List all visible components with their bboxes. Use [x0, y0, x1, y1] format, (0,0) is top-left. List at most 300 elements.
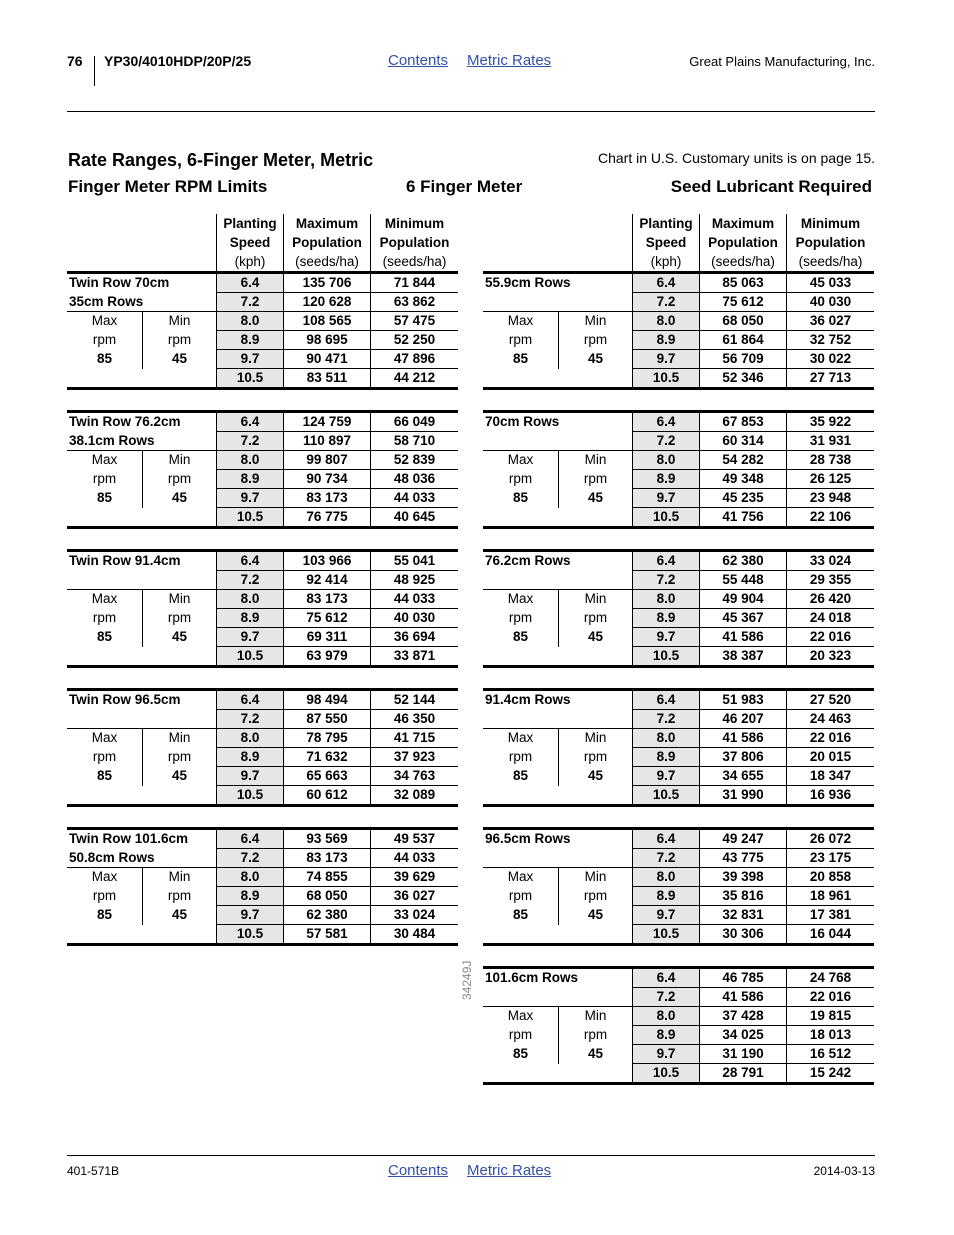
max-population-cell: 62 380 — [699, 552, 786, 571]
table-row — [67, 331, 458, 350]
min-population-cell: 41 715 — [370, 729, 458, 748]
max-rpm-cell: rpm — [92, 749, 117, 764]
speed-cell: 10.5 — [216, 925, 283, 944]
speed-header — [632, 214, 699, 271]
page-number: 76 — [67, 53, 83, 69]
speed-cell: 10.5 — [216, 369, 283, 388]
min-population-cell: 52 144 — [370, 691, 458, 710]
left-rate-table — [67, 214, 458, 966]
speed-cell: 10.5 — [632, 647, 699, 666]
speed-cell: 10.5 — [632, 1064, 699, 1083]
min-rpm-cell: rpm — [558, 609, 632, 628]
min-rpm-cell: Min — [142, 312, 216, 331]
max-population-cell: 120 628 — [283, 293, 370, 312]
row-spacing-group — [67, 410, 458, 529]
max-population-header — [699, 214, 786, 271]
max-population-cell: 67 853 — [699, 413, 786, 432]
document-number: 401-571B — [67, 1164, 120, 1178]
min-population-cell: 33 024 — [786, 552, 874, 571]
blank-cell — [142, 925, 216, 944]
speed-cell: 10.5 — [632, 369, 699, 388]
speed-cell: 7.2 — [216, 293, 283, 312]
speed-cell: 7.2 — [216, 849, 283, 868]
max-population-cell: 61 864 — [699, 331, 786, 350]
speed-cell: 7.2 — [632, 293, 699, 312]
lubricant-heading: Seed Lubricant Required — [670, 177, 872, 196]
row-spacing-subname: 50.8cm Rows — [67, 849, 216, 868]
table-row — [483, 925, 874, 944]
table-row — [67, 887, 458, 906]
max-rpm-cell: 85 — [512, 490, 529, 505]
table-row — [67, 508, 458, 527]
max-rpm-cell: rpm — [508, 610, 533, 625]
row-spacing-group — [67, 271, 458, 390]
speed-cell: 6.4 — [216, 274, 283, 293]
speed-cell: 10.5 — [216, 508, 283, 527]
table-row — [483, 691, 874, 710]
max-population-cell: 45 235 — [699, 489, 786, 508]
max-rpm-cell: rpm — [508, 471, 533, 486]
speed-cell: 8.9 — [632, 887, 699, 906]
row-spacing-name: Twin Row 70cm — [69, 275, 170, 290]
max-population-cell: 41 756 — [699, 508, 786, 527]
blank-cell — [558, 925, 632, 944]
max-rpm-cell: rpm — [508, 1027, 533, 1042]
table-row — [483, 906, 874, 925]
max-rpm-cell: 85 — [96, 629, 113, 644]
min-population-cell: 18 961 — [786, 887, 874, 906]
min-population-cell: 24 018 — [786, 609, 874, 628]
speed-cell: 8.0 — [632, 868, 699, 887]
min-population-cell: 26 125 — [786, 470, 874, 489]
table-row — [483, 710, 874, 729]
speed-cell: 9.7 — [632, 628, 699, 647]
min-population-cell: 22 016 — [786, 729, 874, 748]
header-rule — [67, 111, 875, 112]
max-population-cell: 38 387 — [699, 647, 786, 666]
table-row — [483, 432, 874, 451]
max-population-cell: 46 785 — [699, 969, 786, 988]
max-header-line1: Maximum — [711, 216, 775, 231]
blank-cell — [142, 647, 216, 666]
max-population-cell: 78 795 — [283, 729, 370, 748]
min-population-cell: 17 381 — [786, 906, 874, 925]
row-spacing-name: 55.9cm Rows — [485, 275, 571, 290]
table-row — [67, 312, 458, 331]
min-population-cell: 20 858 — [786, 868, 874, 887]
speed-cell: 7.2 — [632, 432, 699, 451]
table-row — [483, 508, 874, 527]
min-unit: (seeds/ha) — [798, 254, 863, 269]
min-population-cell: 24 463 — [786, 710, 874, 729]
max-rpm-cell: Max — [91, 869, 118, 884]
max-population-cell: 83 173 — [283, 849, 370, 868]
min-population-cell: 66 049 — [370, 413, 458, 432]
header-divider — [94, 56, 95, 86]
min-population-cell: 55 041 — [370, 552, 458, 571]
min-population-cell: 16 936 — [786, 786, 874, 805]
speed-cell: 6.4 — [216, 830, 283, 849]
speed-unit: (kph) — [234, 254, 266, 269]
max-rpm-cell: Max — [507, 1008, 534, 1023]
table-row — [67, 786, 458, 805]
row-spacing-name: Twin Row 101.6cm — [69, 831, 189, 846]
speed-cell: 8.0 — [632, 1007, 699, 1026]
min-population-cell: 58 710 — [370, 432, 458, 451]
max-population-cell: 68 050 — [699, 312, 786, 331]
footer-rule — [67, 1155, 875, 1156]
max-population-cell: 65 663 — [283, 767, 370, 786]
max-population-cell: 90 734 — [283, 470, 370, 489]
table-row — [67, 710, 458, 729]
min-rpm-cell: rpm — [558, 331, 632, 350]
table-row — [483, 767, 874, 786]
speed-cell: 7.2 — [632, 571, 699, 590]
speed-cell: 8.9 — [216, 470, 283, 489]
rpm-limits-heading: Finger Meter RPM Limits — [68, 177, 268, 196]
table-row — [483, 552, 874, 571]
max-rpm-cell: Max — [507, 452, 534, 467]
min-population-cell: 27 713 — [786, 369, 874, 388]
min-population-cell: 40 030 — [786, 293, 874, 312]
min-population-cell: 27 520 — [786, 691, 874, 710]
table-row — [483, 729, 874, 748]
max-population-cell: 124 759 — [283, 413, 370, 432]
speed-cell: 10.5 — [216, 647, 283, 666]
min-rpm-cell: Min — [142, 451, 216, 470]
min-rpm-cell: Min — [142, 729, 216, 748]
max-population-cell: 60 314 — [699, 432, 786, 451]
table-row — [483, 312, 874, 331]
min-population-cell: 63 862 — [370, 293, 458, 312]
max-population-cell: 98 494 — [283, 691, 370, 710]
table-row — [67, 830, 458, 849]
min-population-cell: 23 948 — [786, 489, 874, 508]
row-spacing-subname — [483, 988, 632, 1007]
metric-rates-link[interactable]: Metric Rates — [467, 52, 552, 69]
max-population-cell: 60 612 — [283, 786, 370, 805]
min-population-cell: 33 871 — [370, 647, 458, 666]
blank-cell — [558, 508, 632, 527]
table-row — [67, 868, 458, 887]
min-population-cell: 16 044 — [786, 925, 874, 944]
min-population-cell: 31 931 — [786, 432, 874, 451]
min-population-cell: 24 768 — [786, 969, 874, 988]
table-row — [483, 1007, 874, 1026]
speed-cell: 8.9 — [216, 609, 283, 628]
blank-cell — [558, 1064, 632, 1083]
min-population-cell: 32 752 — [786, 331, 874, 350]
speed-cell: 6.4 — [632, 969, 699, 988]
table-row — [67, 571, 458, 590]
max-rpm-cell: rpm — [92, 471, 117, 486]
row-spacing-name: 91.4cm Rows — [485, 692, 571, 707]
min-rpm-cell: Min — [142, 590, 216, 609]
max-population-cell: 49 904 — [699, 590, 786, 609]
blank-cell — [483, 786, 558, 805]
min-population-cell: 18 347 — [786, 767, 874, 786]
min-population-cell: 36 694 — [370, 628, 458, 647]
speed-cell: 8.9 — [632, 1026, 699, 1045]
min-population-cell: 19 815 — [786, 1007, 874, 1026]
max-population-cell: 103 966 — [283, 552, 370, 571]
min-rpm-cell: 45 — [142, 350, 216, 369]
max-population-cell: 63 979 — [283, 647, 370, 666]
table-row — [483, 293, 874, 312]
max-rpm-cell: Max — [507, 730, 534, 745]
min-rpm-cell: Min — [558, 868, 632, 887]
max-population-cell: 49 247 — [699, 830, 786, 849]
max-rpm-cell: rpm — [508, 888, 533, 903]
speed-cell: 10.5 — [632, 508, 699, 527]
table-row — [483, 628, 874, 647]
min-header-line2: Population — [379, 235, 450, 250]
min-rpm-cell: rpm — [558, 748, 632, 767]
min-population-cell: 37 923 — [370, 748, 458, 767]
max-population-cell: 68 050 — [283, 887, 370, 906]
min-rpm-cell: 45 — [558, 906, 632, 925]
max-population-cell: 62 380 — [283, 906, 370, 925]
row-spacing-subname — [67, 571, 216, 590]
table-row — [483, 369, 874, 388]
row-spacing-group — [483, 688, 874, 807]
max-rpm-cell: 85 — [512, 1046, 529, 1061]
max-population-cell: 92 414 — [283, 571, 370, 590]
speed-cell: 8.9 — [632, 609, 699, 628]
row-spacing-group — [67, 549, 458, 668]
min-rpm-cell: 45 — [142, 906, 216, 925]
speed-cell: 6.4 — [632, 413, 699, 432]
row-spacing-subname: 35cm Rows — [67, 293, 216, 312]
min-population-cell: 45 033 — [786, 274, 874, 293]
max-population-cell: 83 511 — [283, 369, 370, 388]
speed-cell: 10.5 — [632, 786, 699, 805]
speed-cell: 9.7 — [216, 628, 283, 647]
contents-link[interactable]: Contents — [388, 52, 449, 69]
contents-link-footer[interactable]: Contents — [388, 1162, 449, 1179]
table-row — [67, 552, 458, 571]
max-population-cell: 76 775 — [283, 508, 370, 527]
row-spacing-name: 70cm Rows — [485, 414, 560, 429]
row-spacing-subname: 38.1cm Rows — [67, 432, 216, 451]
max-rpm-cell: 85 — [512, 907, 529, 922]
row-spacing-name: 76.2cm Rows — [485, 553, 571, 568]
row-spacing-name: Twin Row 76.2cm — [69, 414, 181, 429]
min-population-cell: 36 027 — [786, 312, 874, 331]
max-population-cell: 75 612 — [283, 609, 370, 628]
table-row — [67, 729, 458, 748]
max-rpm-cell: Max — [507, 591, 534, 606]
speed-header — [216, 214, 283, 271]
header-blank — [142, 214, 216, 271]
table-row — [67, 293, 458, 312]
max-header-line1: Maximum — [295, 216, 359, 231]
max-population-cell: 32 831 — [699, 906, 786, 925]
max-rpm-cell: rpm — [508, 332, 533, 347]
max-population-cell: 49 348 — [699, 470, 786, 489]
table-row — [67, 369, 458, 388]
max-rpm-cell: 85 — [96, 907, 113, 922]
min-population-cell: 22 016 — [786, 628, 874, 647]
min-population-cell: 18 013 — [786, 1026, 874, 1045]
min-population-cell: 30 484 — [370, 925, 458, 944]
blank-cell — [483, 508, 558, 527]
min-population-cell: 34 763 — [370, 767, 458, 786]
max-population-cell: 75 612 — [699, 293, 786, 312]
row-spacing-subname — [483, 571, 632, 590]
min-population-header — [786, 214, 874, 271]
max-population-cell: 52 346 — [699, 369, 786, 388]
max-unit: (seeds/ha) — [295, 254, 359, 269]
table-row — [483, 887, 874, 906]
min-population-cell: 26 072 — [786, 830, 874, 849]
table-row — [67, 489, 458, 508]
min-population-cell: 32 089 — [370, 786, 458, 805]
max-population-cell: 85 063 — [699, 274, 786, 293]
speed-cell: 8.0 — [216, 868, 283, 887]
max-population-cell: 54 282 — [699, 451, 786, 470]
min-population-cell: 36 027 — [370, 887, 458, 906]
max-rpm-cell: Max — [91, 313, 118, 328]
max-rpm-cell: rpm — [92, 332, 117, 347]
speed-cell: 7.2 — [216, 432, 283, 451]
table-row — [67, 451, 458, 470]
header-blank — [558, 214, 632, 271]
speed-cell: 8.9 — [216, 748, 283, 767]
max-rpm-cell: Max — [91, 452, 118, 467]
speed-cell: 8.9 — [216, 887, 283, 906]
blank-cell — [483, 925, 558, 944]
table-row — [67, 767, 458, 786]
meter-heading: 6 Finger Meter — [406, 177, 523, 196]
max-population-cell: 31 190 — [699, 1045, 786, 1064]
row-spacing-group — [483, 827, 874, 946]
row-spacing-group — [67, 827, 458, 946]
min-rpm-cell: 45 — [558, 1045, 632, 1064]
max-population-cell: 90 471 — [283, 350, 370, 369]
min-rpm-cell: Min — [558, 312, 632, 331]
speed-header-line1: Planting — [223, 216, 277, 231]
max-rpm-cell: rpm — [508, 749, 533, 764]
table-row — [483, 350, 874, 369]
speed-cell: 8.9 — [632, 748, 699, 767]
max-rpm-cell: rpm — [92, 888, 117, 903]
speed-cell: 9.7 — [216, 489, 283, 508]
speed-cell: 7.2 — [216, 571, 283, 590]
max-population-cell: 45 367 — [699, 609, 786, 628]
speed-cell: 6.4 — [632, 830, 699, 849]
min-rpm-cell: 45 — [558, 628, 632, 647]
max-rpm-cell: rpm — [92, 610, 117, 625]
table-row — [67, 748, 458, 767]
speed-cell: 6.4 — [216, 691, 283, 710]
max-population-cell: 31 990 — [699, 786, 786, 805]
speed-cell: 9.7 — [632, 350, 699, 369]
max-population-cell: 46 207 — [699, 710, 786, 729]
row-spacing-group — [483, 271, 874, 390]
min-population-cell: 52 250 — [370, 331, 458, 350]
max-rpm-cell: 85 — [512, 351, 529, 366]
blank-cell — [558, 647, 632, 666]
min-rpm-cell: 45 — [558, 767, 632, 786]
table-row — [483, 786, 874, 805]
row-spacing-subname — [67, 710, 216, 729]
table-row — [483, 331, 874, 350]
min-header-line1: Minimum — [800, 216, 861, 231]
min-population-cell: 47 896 — [370, 350, 458, 369]
document-date: 2014-03-13 — [813, 1164, 875, 1178]
min-population-cell: 20 015 — [786, 748, 874, 767]
table-row — [483, 988, 874, 1007]
max-rpm-cell: Max — [507, 313, 534, 328]
max-population-cell: 37 806 — [699, 748, 786, 767]
company-name: Great Plains Manufacturing, Inc. — [689, 54, 875, 69]
speed-cell: 9.7 — [632, 1045, 699, 1064]
speed-cell: 7.2 — [632, 849, 699, 868]
table-row — [67, 691, 458, 710]
table-row — [483, 647, 874, 666]
row-spacing-name: Twin Row 96.5cm — [69, 692, 181, 707]
min-population-cell: 22 016 — [786, 988, 874, 1007]
max-population-cell: 87 550 — [283, 710, 370, 729]
table-row — [483, 571, 874, 590]
max-population-cell: 74 855 — [283, 868, 370, 887]
blank-cell — [558, 369, 632, 388]
max-population-cell: 55 448 — [699, 571, 786, 590]
max-rpm-cell: 85 — [96, 490, 113, 505]
min-population-cell: 40 030 — [370, 609, 458, 628]
speed-cell: 6.4 — [216, 552, 283, 571]
speed-header-line2: Speed — [229, 235, 271, 250]
min-population-cell: 29 355 — [786, 571, 874, 590]
max-population-cell: 35 816 — [699, 887, 786, 906]
min-population-header — [370, 214, 458, 271]
row-spacing-subname — [483, 849, 632, 868]
table-row — [67, 350, 458, 369]
speed-cell: 10.5 — [216, 786, 283, 805]
table-row — [483, 609, 874, 628]
table-row — [483, 590, 874, 609]
speed-unit: (kph) — [650, 254, 682, 269]
min-population-cell: 49 537 — [370, 830, 458, 849]
max-rpm-cell: Max — [507, 869, 534, 884]
min-population-cell: 22 106 — [786, 508, 874, 527]
max-population-cell: 108 565 — [283, 312, 370, 331]
manual-title: YP30/4010HDP/20P/25 — [104, 53, 252, 69]
min-rpm-cell: rpm — [142, 887, 216, 906]
table-row — [67, 590, 458, 609]
row-spacing-group — [483, 966, 874, 1085]
table-row — [67, 274, 458, 293]
row-spacing-name: 96.5cm Rows — [485, 831, 571, 846]
table-row — [483, 489, 874, 508]
max-rpm-cell: 85 — [96, 768, 113, 783]
min-population-cell: 16 512 — [786, 1045, 874, 1064]
table-row — [67, 906, 458, 925]
blank-cell — [142, 369, 216, 388]
speed-cell: 6.4 — [632, 552, 699, 571]
blank-cell — [67, 925, 142, 944]
blank-cell — [558, 786, 632, 805]
max-population-cell: 93 569 — [283, 830, 370, 849]
table-row — [67, 470, 458, 489]
min-population-cell: 44 033 — [370, 489, 458, 508]
metric-rates-link-footer[interactable]: Metric Rates — [467, 1162, 552, 1179]
table-row — [483, 748, 874, 767]
min-population-cell: 71 844 — [370, 274, 458, 293]
row-spacing-subname — [483, 293, 632, 312]
max-population-cell: 37 428 — [699, 1007, 786, 1026]
